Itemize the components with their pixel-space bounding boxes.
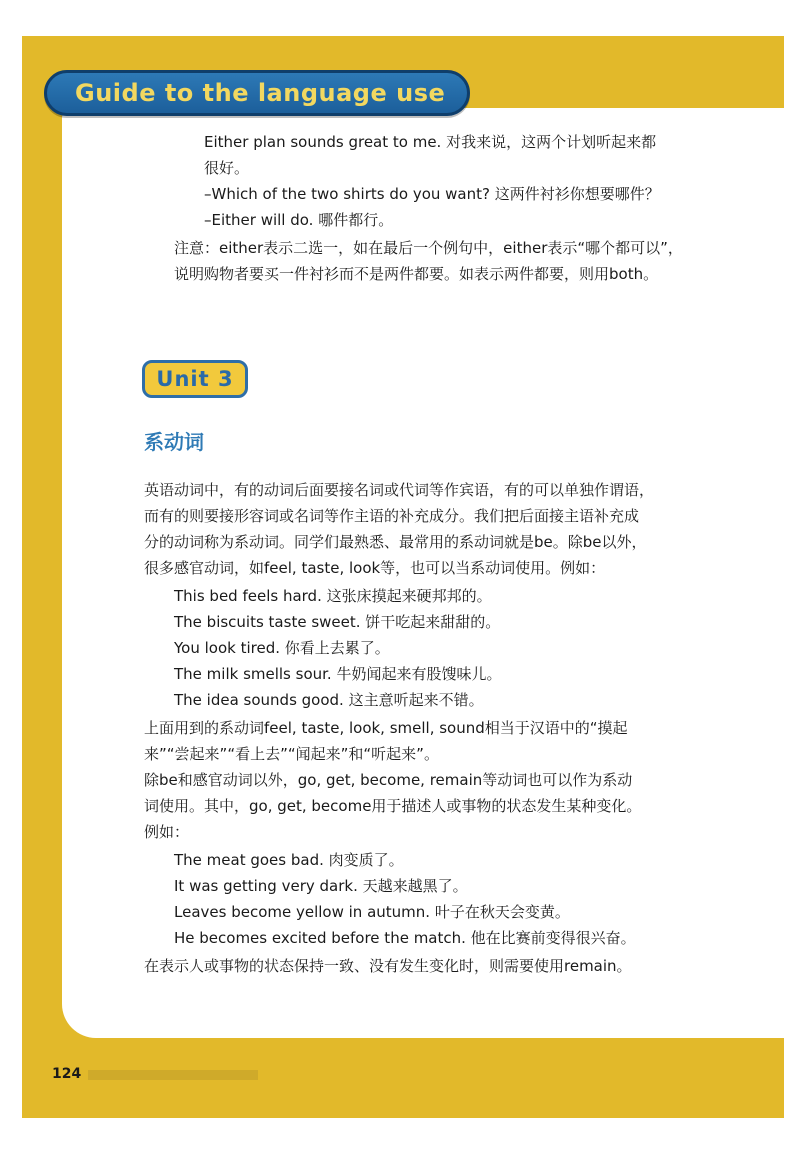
- paragraph-line: 英语动词中，有的动词后面要接名词或代词等作宾语，有的可以单独作谓语，: [144, 481, 655, 499]
- paragraph-line: 词使用。其中，go, get, become用于描述人或事物的状态发生某种变化。: [144, 797, 642, 815]
- example-line: –Either will do. 哪件都行。: [204, 211, 394, 229]
- header-title: Guide to the language use: [75, 79, 446, 107]
- paragraph-line: 很多感官动词，如feel, taste, look等，也可以当系动词使用。例如：: [144, 559, 606, 577]
- example-line: You look tired. 你看上去累了。: [174, 639, 390, 657]
- example-line: 很好。: [204, 159, 250, 177]
- example-line: The biscuits taste sweet. 饼干吃起来甜甜的。: [174, 613, 501, 631]
- unit-badge: [142, 360, 248, 398]
- paragraph-line: 上面用到的系动词feel, taste, look, smell, sound相当于汉语中的“摸起: [144, 719, 628, 737]
- paragraph-line: 在表示人或事物的状态保持一致、没有发生变化时，则需要使用remain。: [144, 957, 632, 975]
- note-line: 说明购物者要买一件衬衫而不是两件都要。如表示两件都要，则用both。: [174, 265, 659, 283]
- example-line: It was getting very dark. 天越来越黑了。: [174, 877, 468, 895]
- page-number: 124: [52, 1066, 82, 1082]
- example-line: The idea sounds good. 这主意听起来不错。: [174, 691, 484, 709]
- example-line: This bed feels hard. 这张床摸起来硬邦邦的。: [174, 587, 492, 605]
- paragraph-line: 例如：: [144, 823, 190, 841]
- example-line: Either plan sounds great to me. 对我来说，这两个计划听起来都: [204, 133, 657, 151]
- example-line: The meat goes bad. 肉变质了。: [174, 851, 404, 869]
- note-line: 注意：either表示二选一，如在最后一个例句中，either表示“哪个都可以”，: [174, 239, 683, 257]
- section-title: 系动词: [144, 430, 204, 454]
- unit-label: Unit 3: [156, 367, 234, 391]
- paragraph-line: 分的动词称为系动词。同学们最熟悉、最常用的系动词就是be。除be以外，: [144, 533, 647, 551]
- paragraph-line: 而有的则要接形容词或名词等作主语的补充成分。我们把后面接主语补充成: [144, 507, 640, 525]
- example-line: The milk smells sour. 牛奶闻起来有股馊味儿。: [174, 665, 502, 683]
- header-banner: [44, 70, 470, 116]
- example-line: He becomes excited before the match. 他在比赛前变得很兴奋。: [174, 929, 636, 947]
- example-line: Leaves become yellow in autumn. 叶子在秋天会变黄。: [174, 903, 570, 921]
- footer-strip: [88, 1070, 258, 1080]
- paragraph-line: 来”“尝起来”“看上去”“闻起来”和“听起来”。: [144, 745, 439, 763]
- example-line: –Which of the two shirts do you want? 这两件衬衫你想要哪件？: [204, 185, 660, 203]
- paragraph-line: 除be和感官动词以外，go, get, become, remain等动词也可以作为系动: [144, 771, 633, 789]
